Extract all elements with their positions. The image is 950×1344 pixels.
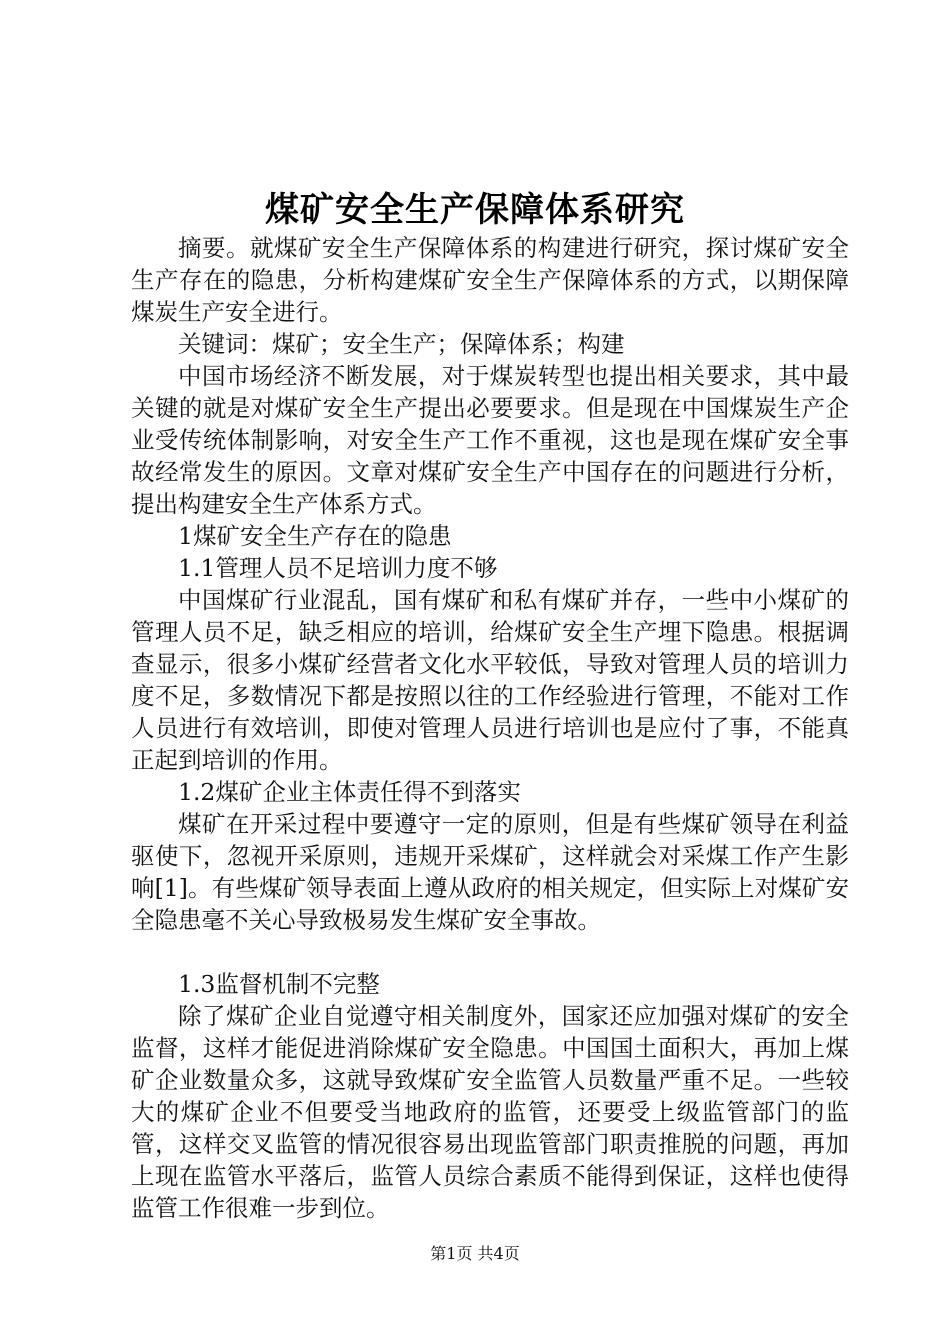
- intro-paragraph: 中国市场经济不断发展，对于煤炭转型也提出相关要求，其中最关键的就是对煤矿安全生产提出必要要求。但是现在中国煤炭生产企业受传统体制影响，对安全生产工作不重视，这也是现在煤矿安全事故经常发生的原因。文章对煤矿安全生产中国存在的问题进行分析，提出构建安全生产体系方式。: [131, 362, 849, 518]
- body-paragraph: 煤矿在开采过程中要遵守一定的原则，但是有些煤矿领导在利益驱使下，忽视开采原则，违规开采煤矿，这样就会对采煤工作产生影响[1]。有些煤矿领导表面上遵从政府的相关规定，但实际上对煤矿安全隐患毫不关心导致极易发生煤矿安全事故。: [131, 810, 849, 934]
- section-heading-1: 1煤矿安全生产存在的隐患: [178, 522, 452, 550]
- subsection-heading-1-1: 1.1管理人员不足培训力度不够: [178, 554, 498, 582]
- document-body: [131, 232, 849, 1224]
- subsection-heading-1-3: 1.3监督机制不完整: [178, 970, 380, 998]
- body-paragraph: 除了煤矿企业自觉遵守相关制度外，国家还应加强对煤矿的安全监督，这样才能促进消除煤矿安全隐患。中国国土面积大，再加上煤矿企业数量众多，这就导致煤矿安全监管人员数量严重不足。一些较大的煤矿企业不但要受当地政府的监管，还要受上级监管部门的监管，这样交叉监管的情况很容易出现监管部门职责推脱的问题，再加上现在监管水平落后，监管人员综合素质不能得到保证，这样也使得监管工作很难一步到位。: [131, 1002, 849, 1222]
- document-title: 煤矿安全生产保障体系研究: [265, 190, 685, 230]
- subsection-heading-1-2: 1.2煤矿企业主体责任得不到落实: [178, 778, 521, 806]
- abstract-paragraph: 摘要。就煤矿安全生产保障体系的构建进行研究，探讨煤矿安全生产存在的隐患，分析构建煤矿安全生产保障体系的方式，以期保障煤炭生产安全进行。: [131, 234, 849, 326]
- keywords-paragraph: 关键词：煤矿；安全生产；保障体系；构建: [178, 330, 625, 358]
- body-paragraph: 中国煤矿行业混乱，国有煤矿和私有煤矿并存，一些中小煤矿的管理人员不足，缺乏相应的培训，给煤矿安全生产埋下隐患。根据调查显示，很多小煤矿经营者文化水平较低，导致对管理人员的培训力度不足，多数情况下都是按照以往的工作经验进行管理，不能对工作人员进行有效培训，即使对管理人员进行培训也是应付了事，不能真正起到培训的作用。: [131, 586, 849, 774]
- page-number-footer: 第1页 共4页: [430, 1244, 520, 1263]
